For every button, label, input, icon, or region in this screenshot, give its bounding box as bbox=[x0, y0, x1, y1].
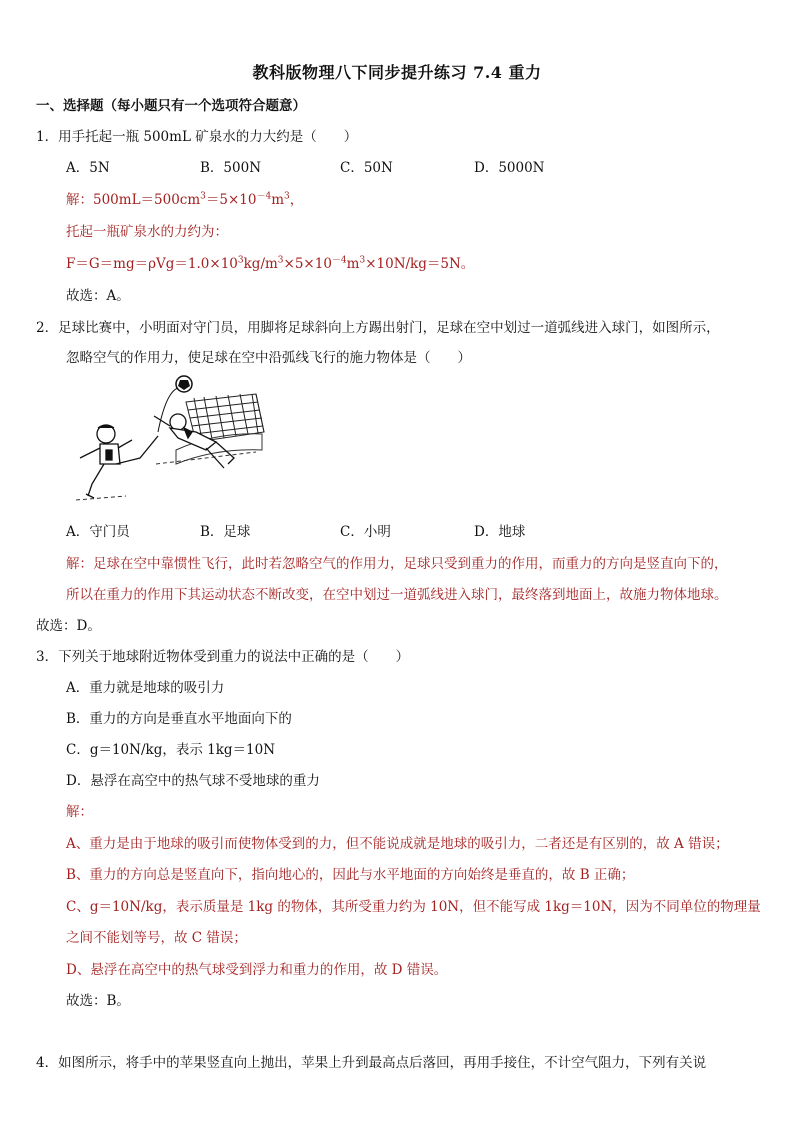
q1-option-c: C．50N bbox=[340, 160, 393, 176]
football-icon bbox=[176, 376, 192, 392]
q2-solution-line2: 所以在重力的作用下其运动状态不断改变，在空中划过一道弧线进入球门，最终落到地面上，故施力物体地球。 bbox=[66, 587, 728, 603]
q1-option-d: D．5000N bbox=[474, 160, 545, 176]
q2-option-a: A．守门员 bbox=[66, 524, 130, 540]
q3-option-c: C．g＝10N/kg，表示 1kg＝10N bbox=[66, 742, 276, 758]
q3-solution-c1: C、g＝10N/kg，表示质量是 1kg 的物体，其所受重力约为 10N，但不能写成 1kg＝10N，因为不同单位的物理量 bbox=[66, 899, 761, 915]
q1-stem: 1．用手托起一瓶 500mL 矿泉水的力大约是（ ） bbox=[36, 129, 358, 145]
q1-option-a: A．5N bbox=[66, 160, 110, 176]
q3-answer: 故选：B。 bbox=[66, 993, 130, 1009]
q3-solution-b: B、重力的方向总是竖直向下，指向地心的，因此与水平地面的方向始终是垂直的，故 B 正确； bbox=[66, 867, 635, 883]
q2-option-c: C．小明 bbox=[340, 524, 391, 540]
q3-solution-a: A、重力是由于地球的吸引而使物体受到的力，但不能说成就是地球的吸引力，二者还是有区别的，故 A 错误； bbox=[66, 836, 729, 852]
q2-option-b: B．足球 bbox=[200, 524, 251, 540]
q1-answer: 故选：A。 bbox=[66, 288, 130, 304]
q3-solution-c2: 之间不能划等号，故 C 错误； bbox=[66, 930, 247, 946]
q3-option-a: A．重力就是地球的吸引力 bbox=[66, 680, 225, 696]
q3-option-d: D．悬浮在高空中的热气球不受地球的重力 bbox=[66, 773, 320, 789]
q4-stem: 4．如图所示，将手中的苹果竖直向上抛出，苹果上升到最高点后落回，再用手接住，不计空气阻力，下列有关说 bbox=[36, 1055, 707, 1071]
q1-solution-line3: $F=G=mg=\rho Vg=1.0\times 10^3kg/m^3\times 5\times 10^{-4}m^3\times 10N/kg=5N$。 bbox=[66, 255, 475, 272]
page-title: 教科版物理八下同步提升练习 7.4 重力 bbox=[252, 63, 542, 82]
q1-option-b: B．500N bbox=[200, 160, 262, 176]
q2-answer: 故选：D。 bbox=[36, 618, 101, 634]
q3-stem: 3．下列关于地球附近物体受到重力的说法中正确的是（ ） bbox=[36, 649, 410, 665]
q2-solution-line1: 解：足球在空中靠惯性飞行，此时若忽略空气的作用力，足球只受到重力的作用，而重力的方向是竖直向下的， bbox=[66, 556, 728, 572]
q3-solution-head: 解： bbox=[66, 804, 93, 820]
q3-option-b: B．重力的方向是垂直水平地面向下的 bbox=[66, 711, 292, 727]
soccer-illustration bbox=[66, 372, 266, 512]
q2-option-d: D．地球 bbox=[474, 524, 526, 540]
kicker-figure bbox=[80, 425, 158, 498]
q1-solution-line2: 托起一瓶矿泉水的力约为： bbox=[66, 224, 228, 240]
section-heading: 一、选择题（每小题只有一个选项符合题意） bbox=[36, 98, 306, 114]
q1-solution-line1: 解：$500mL=500cm^3=5\times 10^{-4}m^3$， bbox=[66, 191, 304, 208]
q2-stem-line2: 忽略空气的作用力，使足球在空中沿弧线飞行的施力物体是（ ） bbox=[66, 350, 471, 366]
q2-stem-line1: 2．足球比赛中，小明面对守门员，用脚将足球斜向上方踢出射门，足球在空中划过一道弧线进入球门，如图所示， bbox=[36, 320, 720, 336]
q3-solution-d: D、悬浮在高空中的热气球受到浮力和重力的作用，故 D 错误。 bbox=[66, 962, 448, 978]
